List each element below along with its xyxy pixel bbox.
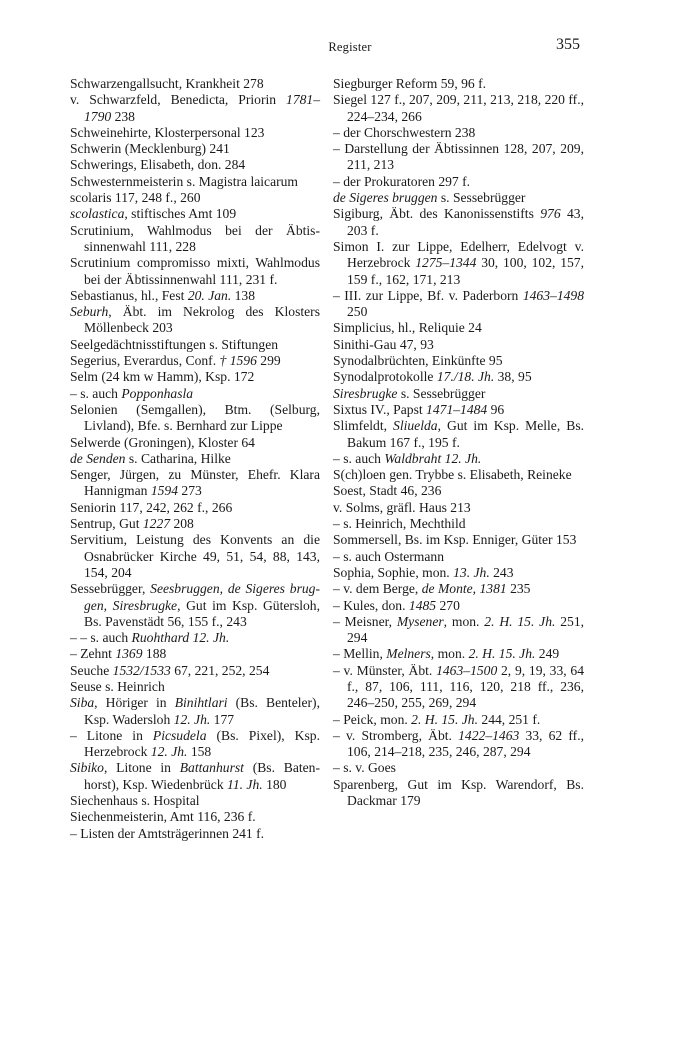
index-entry: – Listen der Amtsträgerinnen 241 f. — [70, 825, 265, 841]
index-entry: – s. auch Popponhasla — [70, 385, 194, 401]
index-entry: Sophia, Sophie, mon. 13. Jh. 243 — [333, 564, 514, 580]
index-entry: v. Solms, gräfl. Haus 213 — [333, 499, 471, 515]
index-entry: Sentrup, Gut 1227 208 — [70, 516, 194, 532]
index-entry: Segerius, Everardus, Conf. † 1596 299 — [70, 353, 281, 369]
index-entry: Selwerde (Groningen), Kloster 64 — [70, 434, 255, 450]
index-entry: Selm (24 km w Hamm), Ksp. 172 — [70, 369, 255, 385]
index-entry: Scrutinium, Wahlmodus bei der Äbtissinnenwahl 111, 228 — [70, 222, 320, 254]
index-entry: scolastica, stiftisches Amt 109 — [70, 206, 237, 222]
running-header: Register — [328, 40, 372, 54]
index-entry: Slimfeldt, Sliuelda, Gut im Ksp. Melle, Bs. Bakum 167 f., 195 f. — [333, 418, 585, 450]
index-entry: – Litone in Picsudela (Bs. Pixel), Ksp. Herzebrock 12. Jh. 158 — [70, 727, 320, 760]
index-entry: Sinithi-Gau 47, 93 — [333, 336, 434, 352]
index-entry: Sommersell, Bs. im Ksp. Enniger, Güter 153 — [333, 532, 577, 548]
index-entry: Seniorin 117, 242, 262 f., 266 — [70, 499, 233, 515]
index-entry: S(ch)loen gen. Trybbe s. Elisabeth, Reineke — [333, 467, 572, 483]
index-entry: – Mellin, Melners, mon. 2. H. 15. Jh. 249 — [333, 646, 560, 662]
index-entry: Schwerin (Mecklenburg) 241 — [70, 141, 230, 157]
index-entry: Siegel 127 f., 207, 209, 211, 213, 218, 220 ff., 224–234, 266 — [333, 92, 584, 124]
index-entry: – Zehnt 1369 188 — [70, 646, 167, 662]
index-entry: Siresbrugke s. Sessebrügger — [333, 385, 486, 401]
index-entry: – Kules, don. 1485 270 — [333, 597, 460, 613]
index-entry: – v. Münster, Äbt. 1463–1500 2, 9, 19, 33, 64 f., 87, 106, 111, 116, 120, 218 ff., 236, 246–250, 255, 269, 294 — [333, 662, 584, 711]
index-entry: Siechenmeisterin, Amt 116, 236 f. — [70, 809, 256, 825]
index-entry: Synodalbrüchten, Einkünfte 95 — [333, 353, 503, 369]
index-entry: Sessebrügger, Seesbruggen, de Sigeres bruggen, Siresbrugke, Gut im Ksp. Gütersloh, Bs. Pavenstädt 56, 155 f., 243 — [70, 581, 320, 629]
index-entry: de Sigeres bruggen s. Sessebrügger — [333, 190, 526, 206]
index-entry: Schweinehirte, Klosterpersonal 123 — [70, 124, 265, 140]
index-entry: – – s. auch Ruohthard 12. Jh. — [70, 630, 230, 646]
index-entry: Siba, Höriger in Binihtlari (Bs. Benteler), Ksp. Wadersloh 12. Jh. 177 — [70, 695, 320, 727]
index-entry: – s. v. Goes — [333, 760, 396, 776]
index-entry: – Darstellung der Äbtissinnen 128, 207, 209, 211, 213 — [333, 141, 584, 173]
index-entry: Siegburger Reform 59, 96 f. — [333, 76, 487, 91]
index-entry: – s. Heinrich, Mechthild — [333, 516, 466, 532]
index-entry: Sebastianus, hl., Fest 20. Jan. 138 — [70, 287, 256, 303]
index-entry: scolaris 117, 248 f., 260 — [70, 190, 201, 206]
index-entry: Selonien (Semgallen), Btm. (Selburg, Livland), Bfe. s. Bernhard zur Lippe — [70, 401, 320, 434]
index-entry: – Peick, mon. 2. H. 15. Jh. 244, 251 f. — [333, 711, 541, 727]
index-entry: Servitium, Leistung des Konvents an die Osnabrücker Kirche 49, 51, 54, 88, 143, 154, 204 — [70, 532, 320, 580]
index-entry: – v. Stromberg, Äbt. 1422–1463 33, 62 ff., 106, 214–218, 235, 246, 287, 294 — [333, 727, 584, 760]
index-entry: – v. dem Berge, de Monte, 1381 235 — [333, 581, 531, 597]
page-number: 355 — [556, 36, 580, 53]
index-entry: Simon I. zur Lippe, Edelherr, Edelvogt v. Herzebrock 1275–1344 30, 100, 102, 157, 159 f., 162, 171, 213 — [333, 238, 585, 287]
index-entry: Senger, Jürgen, zu Münster, Ehefr. Klara Hannigman 1594 273 — [70, 467, 320, 499]
index-entry: Schwarzengallsucht, Krankheit 278 — [70, 76, 264, 91]
index-column-left — [70, 76, 320, 842]
index-entry: – s. auch Waldbraht 12. Jh. — [333, 450, 482, 466]
index-entry: – III. zur Lippe, Bf. v. Paderborn 1463–1498 250 — [333, 287, 584, 320]
index-entry: Seuse s. Heinrich — [70, 678, 165, 694]
index-column-right — [333, 76, 584, 809]
index-entry: Sibiko, Litone in Battanhurst (Bs. Batenhorst), Ksp. Wiedenbrück 11. Jh. 180 — [70, 760, 320, 792]
index-entry: Schwesternmeisterin s. Magistra laicarum — [70, 173, 299, 189]
index-entry: Seuche 1532/1533 67, 221, 252, 254 — [70, 662, 270, 678]
index-entry: de Senden s. Catharina, Hilke — [70, 450, 231, 466]
index-entry: v. Schwarzfeld, Benedicta, Priorin 1781–1790 238 — [70, 92, 320, 124]
index-entry: Seburh, Äbt. im Nekrolog des Klosters Möllenbeck 203 — [70, 304, 320, 336]
index-entry: Scrutinium compromisso mixti, Wahlmodus bei der Äbtissinnenwahl 111, 231 f. — [70, 255, 320, 287]
index-entry: Synodalprotokolle 17./18. Jh. 38, 95 — [333, 369, 532, 385]
index-entry: – s. auch Ostermann — [333, 548, 444, 564]
index-entry: Sixtus IV., Papst 1471–1484 96 — [333, 401, 505, 417]
index-entry: Seelgedächtnisstiftungen s. Stiftungen — [70, 336, 279, 352]
index-entry: Simplicius, hl., Reliquie 24 — [333, 320, 482, 336]
index-entry: Schwerings, Elisabeth, don. 284 — [70, 157, 246, 173]
index-entry: Soest, Stadt 46, 236 — [333, 483, 442, 499]
index-entry: Siechenhaus s. Hospital — [70, 793, 200, 809]
index-entry: Sparenberg, Gut im Ksp. Warendorf, Bs. Dackmar 179 — [333, 776, 584, 809]
index-entry: – der Chorschwestern 238 — [333, 124, 476, 140]
index-entry: – der Prokuratoren 297 f. — [333, 173, 471, 189]
index-entry: – Meisner, Mysener, mon. 2. H. 15. Jh. 251, 294 — [333, 613, 585, 646]
index-entry: Sigiburg, Äbt. des Kanonissenstifts 976 43, 203 f. — [333, 206, 585, 238]
